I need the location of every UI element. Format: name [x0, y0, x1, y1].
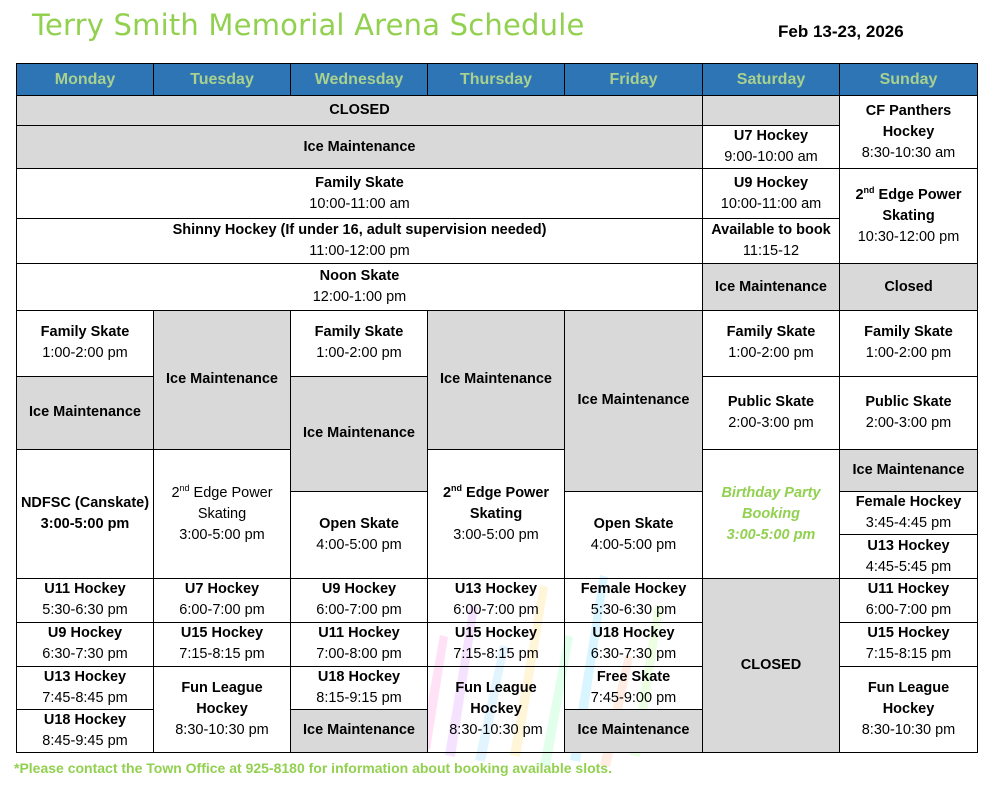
cell-sun-public-skate: Public Skate 2:00-3:00 pm [840, 376, 978, 449]
cell-sun-ice-maint: Ice Maintenance [840, 450, 978, 492]
cell-tue-2nd-edge: 2nd Edge Power Skating 3:00-5:00 pm [154, 450, 291, 579]
cell-thu-ice-maint: Ice Maintenance [428, 310, 565, 449]
cell-ice-maint-weekdays: Ice Maintenance [17, 126, 703, 169]
cell-mon-u11: U11 Hockey 5:30-6:30 pm [17, 579, 154, 622]
cell-sat-public-skate: Public Skate 2:00-3:00 pm [703, 376, 840, 449]
cell-sat-family-skate: Family Skate 1:00-2:00 pm [703, 310, 840, 376]
cell-sun-2nd-edge: 2nd Edge Power Skating 10:30-12:00 pm [840, 169, 978, 264]
cell-family-skate-weekdays: Family Skate 10:00-11:00 am [17, 169, 703, 219]
date-range: Feb 13-23, 2026 [778, 22, 904, 41]
cell-sun-u13: U13 Hockey 4:45-5:45 pm [840, 535, 978, 579]
cell-mon-u18: U18 Hockey 8:45-9:45 pm [17, 709, 154, 752]
cell-fri-female-hockey: Female Hockey 5:30-6:30 pm [565, 579, 703, 622]
header-wednesday: Wednesday [291, 64, 428, 96]
footnote: *Please contact the Town Office at 925-8180 for information about booking available slots. [14, 760, 612, 776]
header-saturday: Saturday [703, 64, 840, 96]
cell-sun-fun-league: Fun League Hockey 8:30-10:30 pm [840, 666, 978, 752]
schedule-table [16, 63, 978, 753]
cell-sun-female-hockey: Female Hockey 3:45-4:45 pm [840, 492, 978, 535]
cell-tue-ice-maint: Ice Maintenance [154, 310, 291, 449]
cell-noon-skate: Noon Skate 12:00-1:00 pm [17, 264, 703, 310]
cell-sun-u11: U11 Hockey 6:00-7:00 pm [840, 579, 978, 622]
cell-fri-u18: U18 Hockey 6:30-7:30 pm [565, 622, 703, 666]
cell-thu-fun-league: Fun League Hockey 8:30-10:30 pm [428, 666, 565, 752]
cell-tue-u15: U15 Hockey 7:15-8:15 pm [154, 622, 291, 666]
cell-sun-u15: U15 Hockey 7:15-8:15 pm [840, 622, 978, 666]
header-monday: Monday [17, 64, 154, 96]
cell-sat-u9: U9 Hockey 10:00-11:00 am [703, 169, 840, 219]
header-tuesday: Tuesday [154, 64, 291, 96]
cell-fri-free-skate: Free Skate 7:45-9:00 pm [565, 666, 703, 709]
cell-sun-closed: Closed [840, 264, 978, 310]
cell-mon-family-skate: Family Skate 1:00-2:00 pm [17, 310, 154, 376]
cell-tue-fun-league: Fun League Hockey 8:30-10:30 pm [154, 666, 291, 752]
cell-closed-weekdays: CLOSED [17, 96, 703, 126]
cell-fri-open-skate: Open Skate 4:00-5:00 pm [565, 492, 703, 579]
cell-tue-u7: U7 Hockey 6:00-7:00 pm [154, 579, 291, 622]
cell-wed-u11: U11 Hockey 7:00-8:00 pm [291, 622, 428, 666]
cell-wed-family-skate: Family Skate 1:00-2:00 pm [291, 310, 428, 376]
cell-sat-birthday-party: Birthday Party Booking 3:00-5:00 pm [703, 450, 840, 579]
cell-sat-ice-maint: Ice Maintenance [703, 264, 840, 310]
cell-sun-family-skate: Family Skate 1:00-2:00 pm [840, 310, 978, 376]
cell-thu-2nd-edge: 2nd Edge Power Skating 3:00-5:00 pm [428, 450, 565, 579]
page-title: Terry Smith Memorial Arena Schedule [32, 8, 585, 42]
cell-wed-u18: U18 Hockey 8:15-9:15 pm [291, 666, 428, 709]
cell-mon-u13: U13 Hockey 7:45-8:45 pm [17, 666, 154, 709]
cell-wed-u9: U9 Hockey 6:00-7:00 pm [291, 579, 428, 622]
cell-sat-available: Available to book 11:15-12 [703, 219, 840, 264]
header-friday: Friday [565, 64, 703, 96]
cell-mon-u9: U9 Hockey 6:30-7:30 pm [17, 622, 154, 666]
cell-wed-open-skate: Open Skate 4:00-5:00 pm [291, 492, 428, 579]
cell-mon-ndfsc: NDFSC (Canskate) 3:00-5:00 pm [17, 450, 154, 579]
cell-sat-empty [703, 96, 840, 126]
cell-fri-ice-maint: Ice Maintenance [565, 310, 703, 492]
cell-sat-u7: U7 Hockey 9:00-10:00 am [703, 126, 840, 169]
cell-thu-u13: U13 Hockey 6:00-7:00 pm [428, 579, 565, 622]
cell-fri-ice-maint-late: Ice Maintenance [565, 709, 703, 752]
header-thursday: Thursday [428, 64, 565, 96]
cell-sun-cf-panthers: CF Panthers Hockey 8:30-10:30 am [840, 96, 978, 169]
header-sunday: Sunday [840, 64, 978, 96]
cell-shinny-hockey: Shinny Hockey (If under 16, adult supervision needed) 11:00-12:00 pm [17, 219, 703, 264]
cell-wed-ice-maint-late: Ice Maintenance [291, 709, 428, 752]
cell-wed-ice-maint: Ice Maintenance [291, 376, 428, 491]
cell-thu-u15: U15 Hockey 7:15-8:15 pm [428, 622, 565, 666]
cell-sat-closed: CLOSED [703, 579, 840, 753]
cell-mon-ice-maint: Ice Maintenance [17, 376, 154, 449]
